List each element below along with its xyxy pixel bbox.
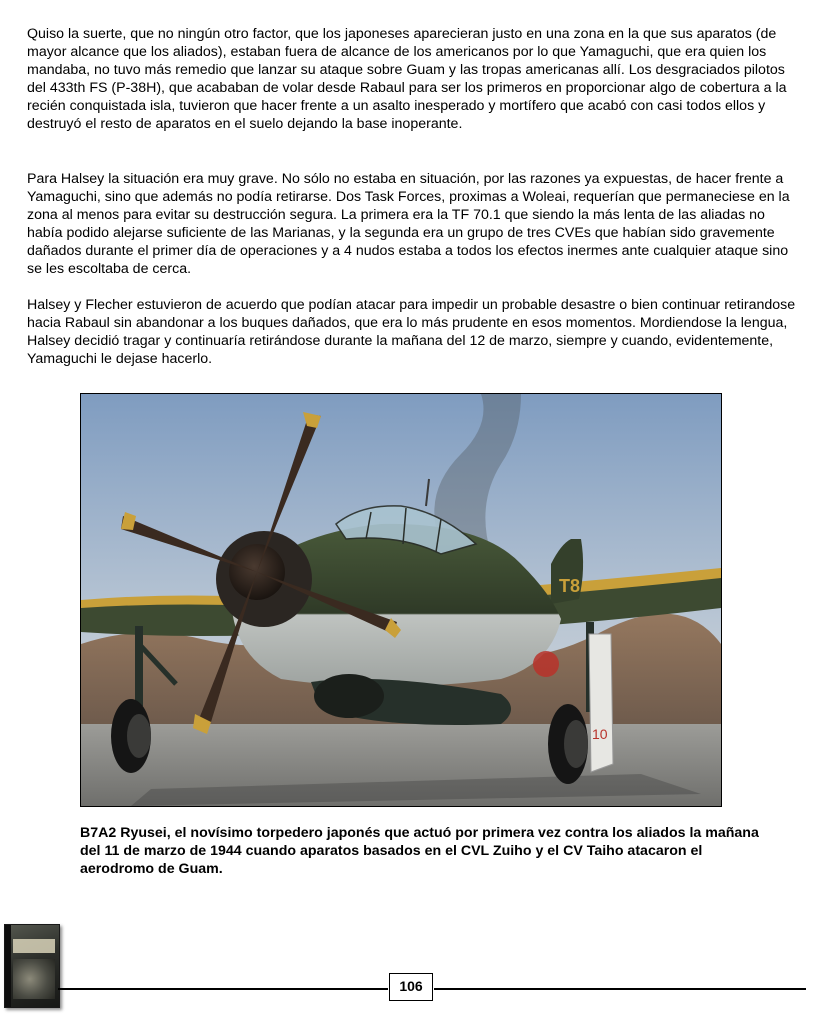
paragraph-1: Quiso la suerte, que no ningún otro factor, que los japoneses aparecieran justo en una zona en la que sus aparatos (de mayor alcance que los aliados), estaban fuera de alcance de los americanos por lo que Yamaguchi, que era quien los mandaba, no tuvo más remedio que lanzar su ataque sobre Guam y las tropas americanas allí. Los desgraciados pilotos del 433th FS (P-38H), que acababan de volar desde Rabaul para ser los primeros en proporcionar algo de cobertura a la recién conquistada isla, tuvieron que hacer frente a un asalto inesperado y mortífero que acabó con casi todos ellos y destruyó el resto de aparatos en el suelo dejando la base inoperante. [27,26,787,132]
game-box-thumbnail [4,924,60,1008]
aircraft-photo [80,393,722,807]
paragraph-3: Halsey y Flecher estuvieron de acuerdo que podían atacar para impedir un probable desastre o bien continuar retirandose hacia Rabaul sin abandonar a los buques dañados, que era lo más prudente en esos momentos. Mordiendose la lengua, Halsey decidió tragar y continuaría retirándose durante la mañana del 12 de marzo, siempre y cuando, evidentemente, Yamaguchi le dejase hacerlo. [27,297,796,367]
photo-caption: B7A2 Ryusei, el novísimo torpedero japonés que actuó por primera vez contra los aliados la mañana del 11 de marzo de 1944 cuando aparatos basados en el CVL Zuiho y el CV Taiho atacaron el aerodromo de Guam. [80,825,759,877]
tail-code: T8 [559,576,581,596]
footer-rule-right [434,988,806,990]
footer-rule-left [58,988,388,990]
page-number: 106 [389,973,433,1001]
wheel-cover-number: 10 [592,726,608,742]
paragraph-2: Para Halsey la situación era muy grave. No sólo no estaba en situación, por las razones ya expuestas, de hacer frente a Yamaguchi, sino que además no podía retirarse. Dos Task Forces, proximas a Woleai, requerían que permaneciese en la zona al menos para evitar su destrucción segura. La primera era la TF 70.1 que siendo la más lenta de las aliadas no había podido alejarse suficiente de las Marianas, y la segunda era un grupo de tres CVEs que habían sido gravemente dañados durante el primer día de operaciones y a 4 nudos estaba a todos los efectos inermes ante cualquier ataque sino se les escoltaba de cerca. [27,171,790,277]
